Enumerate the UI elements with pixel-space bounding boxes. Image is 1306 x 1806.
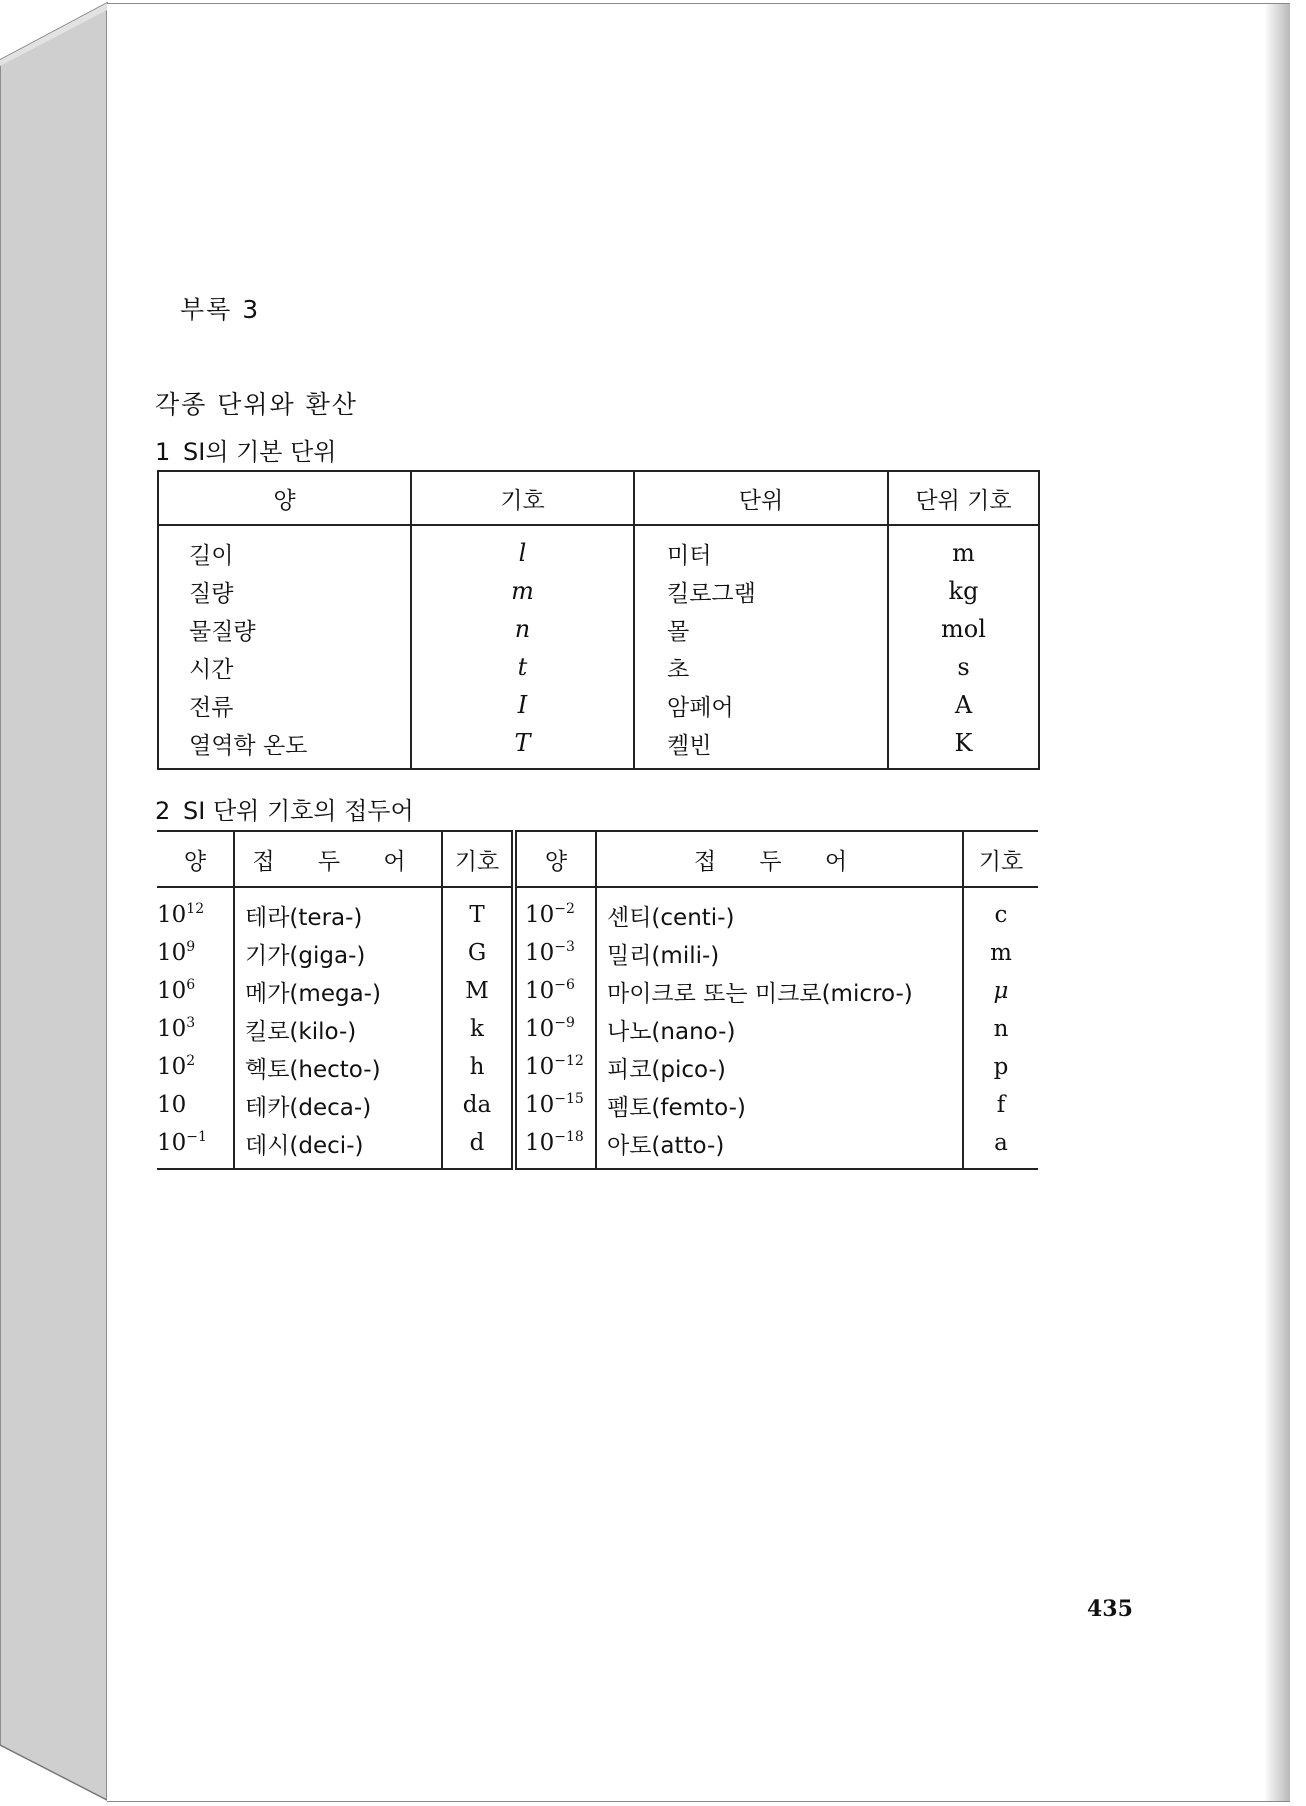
prefix-cell: 펨토(femto-) xyxy=(596,1086,963,1124)
table-row xyxy=(157,934,1038,972)
power-exponent: −12 xyxy=(554,1053,584,1069)
power-cell xyxy=(514,1048,596,1086)
power-cell xyxy=(157,972,234,1010)
symbol-cell: m xyxy=(411,572,634,610)
prefix-symbol-cell: M xyxy=(442,972,514,1010)
table-row xyxy=(157,887,1038,934)
power-base: 10 xyxy=(525,1092,555,1118)
table-row xyxy=(158,648,1039,686)
symbol-cell: T xyxy=(411,724,634,769)
unit-symbol-cell: m xyxy=(888,525,1039,572)
symbol-cell: l xyxy=(411,525,634,572)
power-base: 10 xyxy=(525,1016,555,1042)
power-cell xyxy=(514,972,596,1010)
prefix-symbol-cell: m xyxy=(990,940,1012,966)
unit-cell: 미터 xyxy=(634,525,888,572)
header-quantity: 양 xyxy=(158,471,411,525)
si-prefix-table xyxy=(157,830,1038,1170)
prefix-cell: 아토(atto-) xyxy=(596,1124,963,1169)
prefix-symbol-cell: da xyxy=(442,1086,514,1124)
quantity-cell: 열역학 온도 xyxy=(158,724,411,769)
unit-cell: 킬로그램 xyxy=(634,572,888,610)
prefix-cell: 기가(giga-) xyxy=(234,934,442,972)
prefix-symbol-cell: μ xyxy=(993,978,1009,1004)
unit-cell: 암페어 xyxy=(634,686,888,724)
power-cell xyxy=(157,934,234,972)
power-cell xyxy=(157,1086,234,1124)
prefix-cell: 마이크로 또는 미크로(micro-) xyxy=(596,972,963,1010)
prefix-cell: 킬로(kilo-) xyxy=(234,1010,442,1048)
power-cell xyxy=(514,887,596,934)
prefix-cell: 센티(centi-) xyxy=(596,887,963,934)
header-prefix-left: 접 두 어 xyxy=(234,831,442,887)
power-exponent: −1 xyxy=(186,1129,207,1145)
quantity-cell: 질량 xyxy=(158,572,411,610)
symbol-cell: n xyxy=(411,610,634,648)
power-cell xyxy=(514,934,596,972)
unit-cell: 켈빈 xyxy=(634,724,888,769)
prefix-symbol-cell: a xyxy=(994,1130,1008,1156)
page-number: 435 xyxy=(1087,1596,1133,1622)
prefix-cell: 나노(nano-) xyxy=(596,1010,963,1048)
prefix-cell: 밀리(mili-) xyxy=(596,934,963,972)
header-symbol: 기호 xyxy=(411,471,634,525)
power-base: 10 xyxy=(157,940,187,966)
table-row xyxy=(157,1124,1038,1169)
section-1-number: 1 xyxy=(155,438,171,466)
table-row xyxy=(158,610,1039,648)
power-cell xyxy=(157,887,234,934)
prefix-symbol-cell: n xyxy=(993,1016,1009,1042)
unit-symbol-cell: kg xyxy=(888,572,1039,610)
table-row xyxy=(157,1086,1038,1124)
prefix-symbol-cell: p xyxy=(993,1054,1009,1080)
prefix-cell: 피코(pico-) xyxy=(596,1048,963,1086)
section-1-title xyxy=(155,432,337,467)
unit-symbol-cell: A xyxy=(888,686,1039,724)
power-base: 10 xyxy=(525,978,555,1004)
header-prefix-right: 접 두 어 xyxy=(596,831,963,887)
power-base: 10 xyxy=(525,1054,555,1080)
power-base: 10 xyxy=(157,902,187,928)
book-spine xyxy=(0,0,120,1806)
symbol-cell: I xyxy=(411,686,634,724)
power-cell xyxy=(157,1010,234,1048)
power-base: 10 xyxy=(525,902,555,928)
power-cell xyxy=(157,1048,234,1086)
unit-symbol-cell: K xyxy=(888,724,1039,769)
quantity-cell: 물질량 xyxy=(158,610,411,648)
power-exponent: 2 xyxy=(186,1053,196,1069)
prefix-symbol-cell: k xyxy=(442,1010,514,1048)
prefix-symbol-cell: h xyxy=(442,1048,514,1086)
section-2-number: 2 xyxy=(155,797,171,825)
prefix-symbol-cell: f xyxy=(996,1092,1006,1118)
table-header-row xyxy=(157,831,1038,887)
unit-cell: 초 xyxy=(634,648,888,686)
power-cell xyxy=(514,1124,596,1169)
header-quantity-left: 양 xyxy=(157,831,234,887)
si-base-units-table xyxy=(157,470,1040,770)
power-exponent: −15 xyxy=(554,1091,584,1107)
power-base: 10 xyxy=(525,1130,555,1156)
unit-cell: 몰 xyxy=(634,610,888,648)
power-base: 10 xyxy=(157,978,187,1004)
power-exponent: −3 xyxy=(554,939,575,955)
appendix-label: 부록 3 xyxy=(180,295,261,324)
table-row xyxy=(157,1048,1038,1086)
table-row xyxy=(157,972,1038,1010)
quantity-cell: 전류 xyxy=(158,686,411,724)
section-1-title-text: SI의 기본 단위 xyxy=(183,438,337,466)
prefix-cell: 테라(tera-) xyxy=(234,887,442,934)
power-base: 10 xyxy=(157,1130,187,1156)
page-edge-shadow xyxy=(1264,4,1290,1801)
power-base: 10 xyxy=(157,1092,187,1118)
prefix-cell: 데시(deci-) xyxy=(234,1124,442,1169)
prefix-symbol-cell: d xyxy=(442,1124,514,1169)
power-cell xyxy=(514,1010,596,1048)
symbol-cell: t xyxy=(411,648,634,686)
prefix-cell: 헥토(hecto-) xyxy=(234,1048,442,1086)
header-unit-symbol: 단위 기호 xyxy=(888,471,1039,525)
power-exponent: −18 xyxy=(554,1129,584,1145)
section-2-title xyxy=(155,791,414,826)
prefix-cell: 메가(mega-) xyxy=(234,972,442,1010)
power-exponent: −9 xyxy=(554,1015,575,1031)
power-exponent: 3 xyxy=(186,1015,196,1031)
chapter-title: 각종 단위와 환산 xyxy=(155,390,358,419)
table-header-row xyxy=(158,471,1039,525)
power-exponent: −2 xyxy=(554,901,575,917)
prefix-symbol-cell: T xyxy=(442,887,514,934)
unit-symbol-cell: mol xyxy=(888,610,1039,648)
table-row xyxy=(157,1010,1038,1048)
header-unit: 단위 xyxy=(634,471,888,525)
quantity-cell: 시간 xyxy=(158,648,411,686)
power-cell xyxy=(514,1086,596,1124)
header-symbol-right: 기호 xyxy=(963,831,1038,887)
table-row xyxy=(158,572,1039,610)
power-exponent: −6 xyxy=(554,977,575,993)
power-exponent: 9 xyxy=(186,939,196,955)
prefix-symbol-cell: G xyxy=(442,934,514,972)
power-exponent: 6 xyxy=(186,977,196,993)
table-row xyxy=(158,724,1039,769)
power-base: 10 xyxy=(157,1054,187,1080)
table-row xyxy=(158,686,1039,724)
unit-symbol-cell: s xyxy=(888,648,1039,686)
quantity-cell: 길이 xyxy=(158,525,411,572)
prefix-symbol-cell: c xyxy=(994,902,1008,928)
power-base: 10 xyxy=(157,1016,187,1042)
power-base: 10 xyxy=(525,940,555,966)
section-2-title-text: SI 단위 기호의 접두어 xyxy=(183,797,414,825)
power-cell xyxy=(157,1124,234,1169)
table-row xyxy=(158,525,1039,572)
header-symbol-left: 기호 xyxy=(442,831,514,887)
power-exponent: 12 xyxy=(186,901,205,917)
prefix-cell: 테카(deca-) xyxy=(234,1086,442,1124)
header-quantity-right: 양 xyxy=(514,831,596,887)
